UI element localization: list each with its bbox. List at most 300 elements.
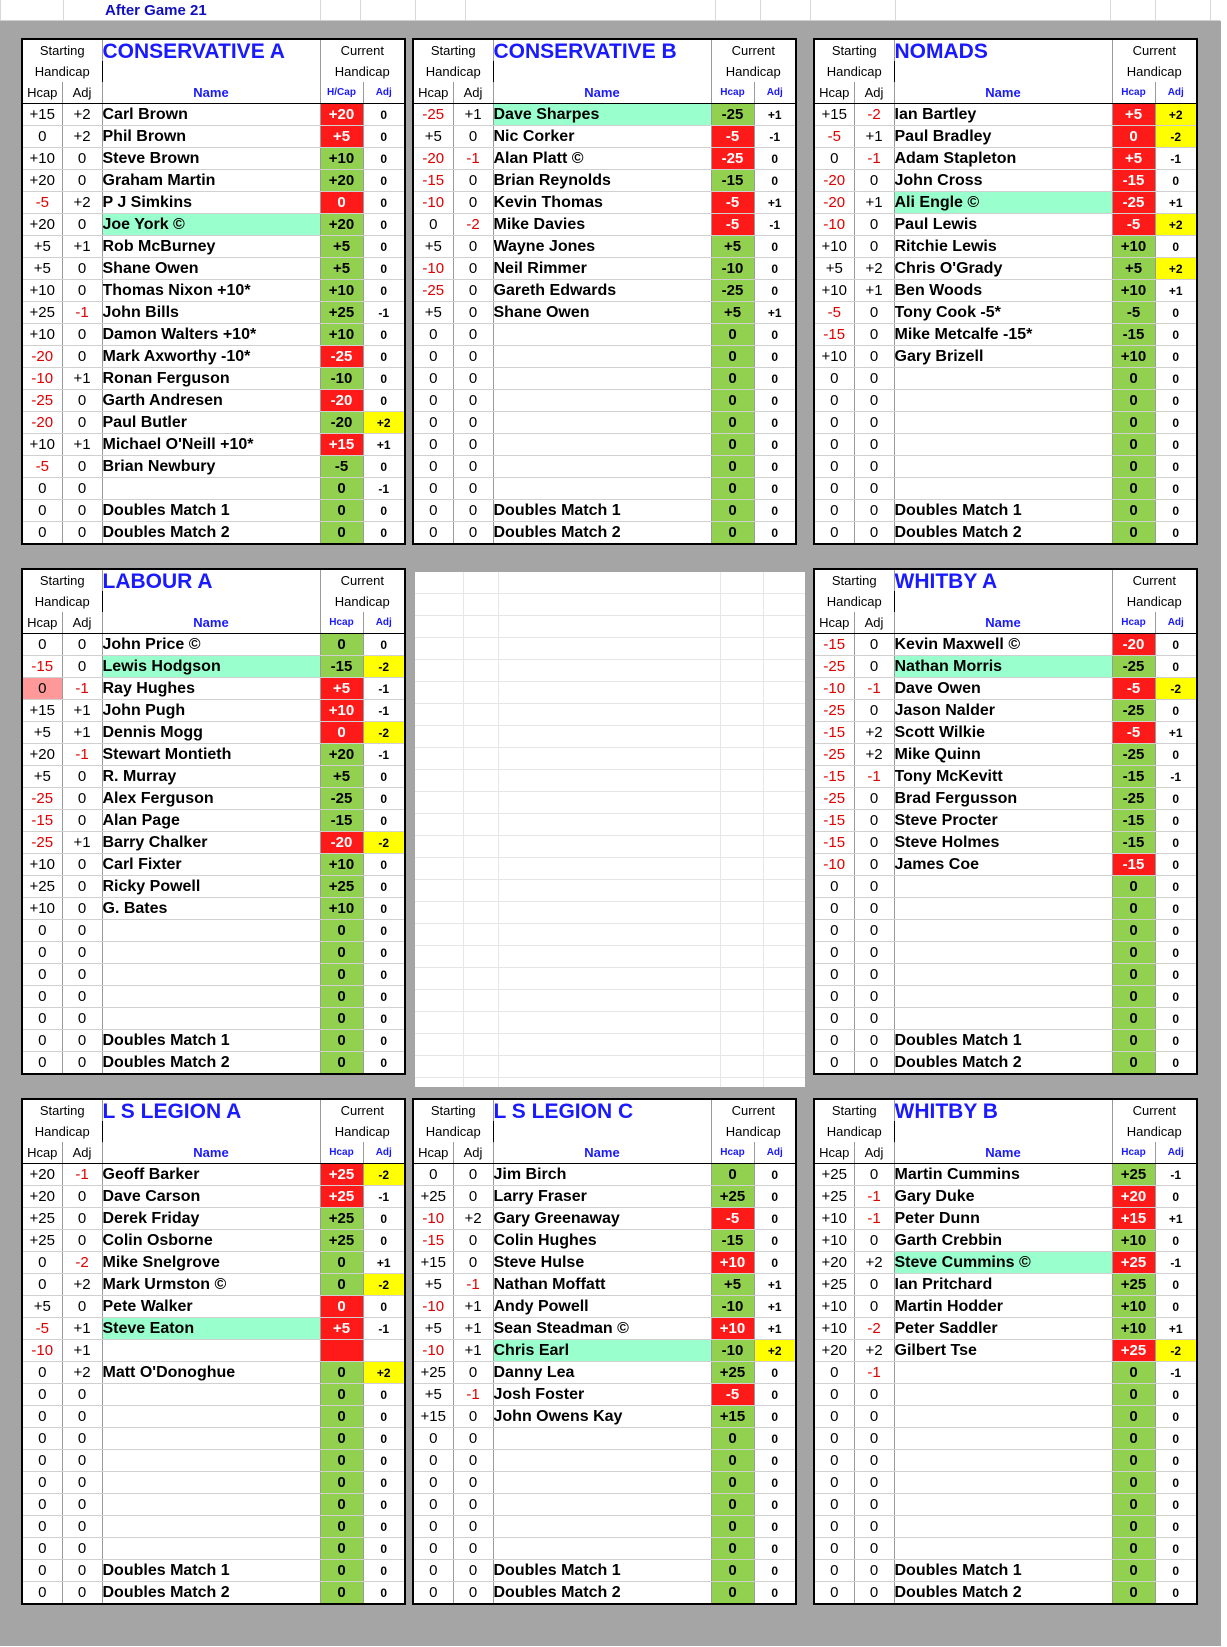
table-row — [413, 500, 796, 522]
start-adj-cell: 0 — [453, 1186, 493, 1208]
start-adj-cell: 0 — [854, 1538, 894, 1560]
current-hcap-cell: +5 — [320, 236, 363, 258]
player-name-cell: Doubles Match 1 — [493, 1560, 711, 1582]
start-hcap-cell: +25 — [413, 1186, 453, 1208]
current-adj-cell: -1 — [1155, 1164, 1197, 1186]
current-hcap-cell: +5 — [1112, 104, 1155, 126]
current-adj-cell: 0 — [1155, 810, 1197, 832]
current-label: Current — [1112, 1099, 1197, 1121]
player-name-cell: Thomas Nixon +10* — [102, 280, 320, 302]
start-hcap-cell: -10 — [413, 1340, 453, 1362]
current-hcap-cell: -5 — [320, 456, 363, 478]
table-row — [814, 500, 1197, 522]
start-adj-cell: 0 — [854, 832, 894, 854]
start-adj-cell: 0 — [854, 412, 894, 434]
current-hcap-cell: -5 — [1112, 678, 1155, 700]
current-adj-cell: 0 — [363, 986, 405, 1008]
current-hcap-cell: +25 — [320, 302, 363, 324]
current-hcap-cell: 0 — [1112, 1052, 1155, 1075]
current-adj-cell: +1 — [754, 192, 796, 214]
current-hcap-cell: 0 — [320, 1384, 363, 1406]
player-name-cell: Derek Friday — [102, 1208, 320, 1230]
current-hcap-cell: 0 — [1112, 1560, 1155, 1582]
start-hcap-cell: -15 — [22, 810, 62, 832]
player-name-cell: Tony Cook -5* — [894, 302, 1112, 324]
player-name-cell — [493, 1538, 711, 1560]
start-hcap-cell: 0 — [413, 214, 453, 236]
current-hcap-cell: +5 — [320, 126, 363, 148]
current-adj-cell: 0 — [363, 368, 405, 390]
start-adj-cell: 0 — [62, 170, 102, 192]
player-name-cell: Phil Brown — [102, 126, 320, 148]
player-name-cell — [894, 920, 1112, 942]
current-adj-cell: +2 — [1155, 104, 1197, 126]
table-row — [814, 656, 1197, 678]
current-hcap-cell: -15 — [1112, 766, 1155, 788]
adj-header: Adj — [854, 1142, 894, 1164]
start-hcap-cell: +10 — [22, 898, 62, 920]
start-adj-cell: 0 — [854, 368, 894, 390]
table-row — [413, 1186, 796, 1208]
table-row — [413, 1494, 796, 1516]
start-hcap-cell: 0 — [413, 1472, 453, 1494]
header-bar — [0, 0, 1220, 21]
start-adj-cell: +1 — [62, 434, 102, 456]
start-adj-cell: 0 — [854, 898, 894, 920]
current-hcap-cell: -20 — [320, 390, 363, 412]
current-adj-cell: -2 — [363, 1164, 405, 1186]
current-hcap-cell: 0 — [320, 1538, 363, 1560]
team-table — [412, 38, 797, 545]
player-name-cell — [102, 1384, 320, 1406]
start-adj-cell: +2 — [854, 1340, 894, 1362]
start-adj-cell: -1 — [854, 678, 894, 700]
table-row — [814, 1274, 1197, 1296]
player-name-cell — [894, 964, 1112, 986]
current-hcap-cell: 0 — [320, 964, 363, 986]
player-name-cell: Michael O'Neill +10* — [102, 434, 320, 456]
start-adj-cell: 0 — [62, 346, 102, 368]
start-hcap-cell: 0 — [814, 500, 854, 522]
current-adj-cell: +1 — [754, 302, 796, 324]
table-row — [814, 324, 1197, 346]
current-hcap-cell: +5 — [320, 678, 363, 700]
current-adj-cell: 0 — [363, 1296, 405, 1318]
player-name-cell: Doubles Match 1 — [493, 500, 711, 522]
current-hcap-cell: -15 — [1112, 324, 1155, 346]
start-hcap-cell: -10 — [413, 1208, 453, 1230]
team-name: LABOUR A — [102, 569, 320, 612]
current-hcap-cell: +20 — [320, 170, 363, 192]
current-hcap-cell: 0 — [320, 522, 363, 545]
current-hcap-cell: +5 — [1112, 258, 1155, 280]
start-hcap-cell: 0 — [413, 1428, 453, 1450]
table-row — [814, 478, 1197, 500]
start-hcap-cell: +25 — [22, 876, 62, 898]
player-name-cell: Dave Sharpes — [493, 104, 711, 126]
current-hcap-cell: -5 — [711, 192, 754, 214]
player-name-cell — [493, 478, 711, 500]
start-adj-cell: 0 — [453, 346, 493, 368]
player-name-cell: Dave Carson — [102, 1186, 320, 1208]
start-hcap-cell: 0 — [413, 324, 453, 346]
current-adj-cell: 0 — [1155, 832, 1197, 854]
current-hcap-cell: 0 — [320, 1274, 363, 1296]
start-adj-cell: 0 — [62, 1384, 102, 1406]
player-name-cell — [894, 1538, 1112, 1560]
player-name-cell — [894, 1494, 1112, 1516]
start-adj-cell: 0 — [62, 942, 102, 964]
current-adj-cell: 0 — [1155, 1406, 1197, 1428]
start-adj-cell: 0 — [453, 522, 493, 545]
start-hcap-cell: 0 — [22, 1494, 62, 1516]
start-hcap-cell: +5 — [22, 722, 62, 744]
start-hcap-cell: +5 — [413, 236, 453, 258]
table-row — [413, 1582, 796, 1605]
current-adj-cell: 0 — [1155, 1560, 1197, 1582]
start-adj-cell: 0 — [453, 1230, 493, 1252]
current-hcap-cell: 0 — [711, 500, 754, 522]
current-adj-cell: 0 — [754, 1208, 796, 1230]
adj-header: Adj — [62, 612, 102, 634]
name-header: Name — [894, 1142, 1112, 1164]
start-hcap-cell: 0 — [814, 148, 854, 170]
start-adj-cell: 0 — [854, 1296, 894, 1318]
start-adj-cell: 0 — [453, 478, 493, 500]
start-adj-cell: +2 — [62, 126, 102, 148]
start-adj-cell: -1 — [854, 1208, 894, 1230]
current-adj-cell: 0 — [754, 1516, 796, 1538]
current-adj-cell: 0 — [363, 1406, 405, 1428]
player-name-cell — [102, 1406, 320, 1428]
current-hcap-cell: +20 — [320, 104, 363, 126]
start-hcap-cell: +5 — [22, 766, 62, 788]
table-row — [814, 1406, 1197, 1428]
current-adj-cell: 0 — [363, 1052, 405, 1075]
player-name-cell — [894, 1008, 1112, 1030]
start-adj-cell: 0 — [62, 390, 102, 412]
current-hcap-cell: 0 — [320, 634, 363, 656]
start-adj-cell: 0 — [854, 302, 894, 324]
current-hcap-cell: 0 — [320, 1030, 363, 1052]
team-name: NOMADS — [894, 39, 1112, 82]
current-adj-cell: 0 — [1155, 390, 1197, 412]
start-hcap-cell: 0 — [814, 1428, 854, 1450]
starting-label: Starting — [413, 39, 493, 61]
current-hcap-cell: +10 — [1112, 280, 1155, 302]
player-name-cell: Doubles Match 2 — [894, 1052, 1112, 1075]
start-adj-cell: 0 — [62, 656, 102, 678]
start-hcap-cell: -25 — [413, 280, 453, 302]
current-hcap-cell: 0 — [1112, 1406, 1155, 1428]
start-hcap-cell: 0 — [22, 522, 62, 545]
start-adj-cell: 0 — [854, 522, 894, 545]
table-row — [22, 1450, 405, 1472]
current-adj-cell: -1 — [754, 214, 796, 236]
hcap-header: Hcap — [413, 1142, 453, 1164]
current-hcap-cell: -10 — [711, 1340, 754, 1362]
table-row — [22, 634, 405, 656]
table-row — [413, 280, 796, 302]
start-adj-cell: +2 — [854, 744, 894, 766]
player-name-cell: Joe York © — [102, 214, 320, 236]
current-adj-cell: 0 — [363, 214, 405, 236]
player-name-cell — [102, 1472, 320, 1494]
start-hcap-cell: -15 — [814, 810, 854, 832]
start-hcap-cell: -20 — [22, 412, 62, 434]
handicap-label: Handicap — [814, 61, 894, 82]
handicap-label: Handicap — [320, 61, 405, 82]
player-name-cell: Barry Chalker — [102, 832, 320, 854]
team-name: WHITBY B — [894, 1099, 1112, 1142]
start-adj-cell: 0 — [453, 324, 493, 346]
player-name-cell: Pete Walker — [102, 1296, 320, 1318]
start-hcap-cell: 0 — [22, 920, 62, 942]
start-adj-cell: 0 — [854, 1472, 894, 1494]
table-row — [814, 280, 1197, 302]
start-adj-cell: 0 — [453, 456, 493, 478]
current-hcap-cell: 0 — [1112, 1494, 1155, 1516]
current-adj-cell: +1 — [754, 104, 796, 126]
start-hcap-cell: +10 — [814, 280, 854, 302]
current-hcap-cell: -25 — [1112, 192, 1155, 214]
start-adj-cell: +1 — [453, 1296, 493, 1318]
start-adj-cell: 0 — [854, 456, 894, 478]
current-adj-cell: 0 — [754, 1538, 796, 1560]
table-row — [413, 1560, 796, 1582]
current-hcap-cell: 0 — [1112, 1472, 1155, 1494]
player-name-cell: Nic Corker — [493, 126, 711, 148]
start-hcap-cell: 0 — [814, 964, 854, 986]
player-name-cell — [493, 456, 711, 478]
current-hcap-cell: 0 — [320, 1252, 363, 1274]
start-adj-cell: 0 — [62, 1450, 102, 1472]
start-hcap-cell: +25 — [22, 302, 62, 324]
starting-label: Starting — [22, 39, 102, 61]
table-row — [814, 634, 1197, 656]
table-row — [814, 434, 1197, 456]
start-hcap-cell: 0 — [22, 634, 62, 656]
table-row — [413, 302, 796, 324]
current-adj-cell: 0 — [1155, 656, 1197, 678]
table-row — [413, 346, 796, 368]
player-name-cell — [493, 1516, 711, 1538]
current-adj-cell: 0 — [754, 1560, 796, 1582]
table-row — [814, 412, 1197, 434]
player-name-cell: Doubles Match 2 — [102, 522, 320, 545]
current-hcap-cell: 0 — [711, 1538, 754, 1560]
table-row — [22, 1208, 405, 1230]
current-adj-cell: -1 — [1155, 148, 1197, 170]
start-hcap-cell: +10 — [22, 280, 62, 302]
start-adj-cell: 0 — [62, 810, 102, 832]
start-hcap-cell: 0 — [22, 986, 62, 1008]
current-hcap-cell: +10 — [320, 898, 363, 920]
current-hcap-cell: +25 — [1112, 1164, 1155, 1186]
current-adj-cell: +1 — [754, 1274, 796, 1296]
player-name-cell: Alex Ferguson — [102, 788, 320, 810]
current-adj-cell: 0 — [754, 412, 796, 434]
current-hcap-cell: 0 — [1112, 434, 1155, 456]
start-adj-cell: +1 — [62, 1318, 102, 1340]
player-name-cell: Steve Procter — [894, 810, 1112, 832]
current-adj-cell: 0 — [754, 1362, 796, 1384]
current-adj-cell: 0 — [754, 346, 796, 368]
current-adj-header: Adj — [1155, 1142, 1197, 1164]
start-adj-cell: 0 — [854, 1428, 894, 1450]
table-row — [413, 1428, 796, 1450]
current-hcap-cell: -15 — [711, 1230, 754, 1252]
current-hcap-cell: +10 — [1112, 1296, 1155, 1318]
current-hcap-cell: 0 — [320, 942, 363, 964]
current-adj-cell: -1 — [363, 1318, 405, 1340]
start-adj-cell: +1 — [62, 832, 102, 854]
player-name-cell — [102, 1538, 320, 1560]
table-row — [814, 1208, 1197, 1230]
current-hcap-cell: +10 — [1112, 1318, 1155, 1340]
player-name-cell: Peter Dunn — [894, 1208, 1112, 1230]
current-adj-cell: 0 — [1155, 1052, 1197, 1075]
player-name-cell: Ray Hughes — [102, 678, 320, 700]
player-name-cell — [102, 920, 320, 942]
start-hcap-cell: +5 — [413, 1384, 453, 1406]
current-hcap-cell: 0 — [711, 522, 754, 545]
table-row — [22, 1582, 405, 1605]
table-row — [22, 390, 405, 412]
player-name-cell: Gary Greenaway — [493, 1208, 711, 1230]
start-hcap-cell: +20 — [22, 1186, 62, 1208]
player-name-cell: Doubles Match 2 — [102, 1052, 320, 1075]
player-name-cell: Stewart Montieth — [102, 744, 320, 766]
current-adj-cell: 0 — [754, 522, 796, 545]
player-name-cell: Mike Metcalfe -15* — [894, 324, 1112, 346]
player-name-cell — [102, 942, 320, 964]
current-hcap-cell: +25 — [711, 1362, 754, 1384]
table-row — [814, 1384, 1197, 1406]
player-name-cell — [894, 1428, 1112, 1450]
current-adj-cell: +2 — [1155, 258, 1197, 280]
player-name-cell — [894, 412, 1112, 434]
player-name-cell — [102, 986, 320, 1008]
start-hcap-cell: -15 — [22, 656, 62, 678]
page-title: After Game 21 — [105, 2, 207, 19]
start-hcap-cell: 0 — [413, 368, 453, 390]
current-adj-cell: 0 — [1155, 324, 1197, 346]
player-name-cell: Lewis Hodgson — [102, 656, 320, 678]
table-row — [22, 478, 405, 500]
current-hcap-cell: -5 — [711, 126, 754, 148]
current-adj-cell: 0 — [363, 192, 405, 214]
table-row — [814, 236, 1197, 258]
handicap-label: Handicap — [22, 61, 102, 82]
player-name-cell: R. Murray — [102, 766, 320, 788]
player-name-cell: Shane Owen — [493, 302, 711, 324]
player-name-cell: Paul Bradley — [894, 126, 1112, 148]
current-hcap-cell: 0 — [711, 434, 754, 456]
player-name-cell: Paul Lewis — [894, 214, 1112, 236]
table-row — [814, 214, 1197, 236]
start-hcap-cell: +20 — [814, 1252, 854, 1274]
start-hcap-cell: 0 — [22, 1274, 62, 1296]
table-row — [814, 1186, 1197, 1208]
table-row — [22, 1560, 405, 1582]
table-row — [814, 876, 1197, 898]
start-hcap-cell: -15 — [413, 170, 453, 192]
player-name-cell: Jim Birch — [493, 1164, 711, 1186]
start-hcap-cell: -5 — [22, 1318, 62, 1340]
current-hcap-cell: -20 — [1112, 634, 1155, 656]
current-hcap-cell: 0 — [1112, 1362, 1155, 1384]
current-adj-cell: 0 — [363, 390, 405, 412]
start-adj-cell: 0 — [62, 456, 102, 478]
current-hcap-cell: -5 — [711, 1384, 754, 1406]
current-adj-cell: 0 — [363, 500, 405, 522]
table-row — [413, 1340, 796, 1362]
player-name-cell: Nathan Morris — [894, 656, 1112, 678]
current-hcap-cell: 0 — [1112, 1516, 1155, 1538]
current-hcap-cell: 0 — [320, 1582, 363, 1605]
current-adj-cell: -1 — [1155, 1362, 1197, 1384]
current-hcap-cell: 0 — [1112, 1582, 1155, 1605]
current-label: Current — [711, 1099, 796, 1121]
current-adj-cell: 0 — [1155, 920, 1197, 942]
current-adj-cell: 0 — [1155, 478, 1197, 500]
player-name-cell: Mike Snelgrove — [102, 1252, 320, 1274]
player-name-cell — [894, 876, 1112, 898]
starting-label: Starting — [814, 569, 894, 591]
team-table — [412, 1098, 797, 1605]
start-adj-cell: 0 — [62, 964, 102, 986]
player-name-cell: Steve Holmes — [894, 832, 1112, 854]
start-adj-cell: 0 — [62, 280, 102, 302]
start-hcap-cell: -10 — [413, 258, 453, 280]
start-hcap-cell: +10 — [22, 434, 62, 456]
start-hcap-cell: 0 — [22, 1384, 62, 1406]
table-row — [22, 854, 405, 876]
name-header: Name — [102, 612, 320, 634]
start-adj-cell: 0 — [62, 920, 102, 942]
start-hcap-cell: 0 — [814, 920, 854, 942]
current-hcap-cell: 0 — [320, 920, 363, 942]
current-hcap-cell: +15 — [320, 434, 363, 456]
current-adj-cell: -1 — [754, 126, 796, 148]
start-hcap-cell: -15 — [814, 324, 854, 346]
current-adj-cell: 0 — [1155, 1472, 1197, 1494]
current-hcap-cell: -20 — [320, 412, 363, 434]
table-row — [22, 876, 405, 898]
table-row — [413, 1296, 796, 1318]
current-adj-cell: -1 — [363, 744, 405, 766]
start-adj-cell: +1 — [453, 1340, 493, 1362]
team-table — [21, 38, 406, 545]
start-hcap-cell: 0 — [814, 434, 854, 456]
start-adj-cell: 0 — [854, 170, 894, 192]
start-adj-cell: 0 — [854, 810, 894, 832]
current-hcap-cell: 0 — [711, 1494, 754, 1516]
start-adj-cell: 0 — [453, 1428, 493, 1450]
current-hcap-cell: -15 — [1112, 832, 1155, 854]
current-adj-cell: 0 — [754, 478, 796, 500]
current-hcap-cell: 0 — [1112, 522, 1155, 545]
current-hcap-cell: -10 — [320, 368, 363, 390]
table-row — [413, 170, 796, 192]
current-hcap-cell: +10 — [320, 854, 363, 876]
player-name-cell: Wayne Jones — [493, 236, 711, 258]
table-row — [413, 192, 796, 214]
start-adj-cell: 0 — [854, 942, 894, 964]
current-adj-cell: 0 — [1155, 368, 1197, 390]
start-hcap-cell: 0 — [413, 478, 453, 500]
